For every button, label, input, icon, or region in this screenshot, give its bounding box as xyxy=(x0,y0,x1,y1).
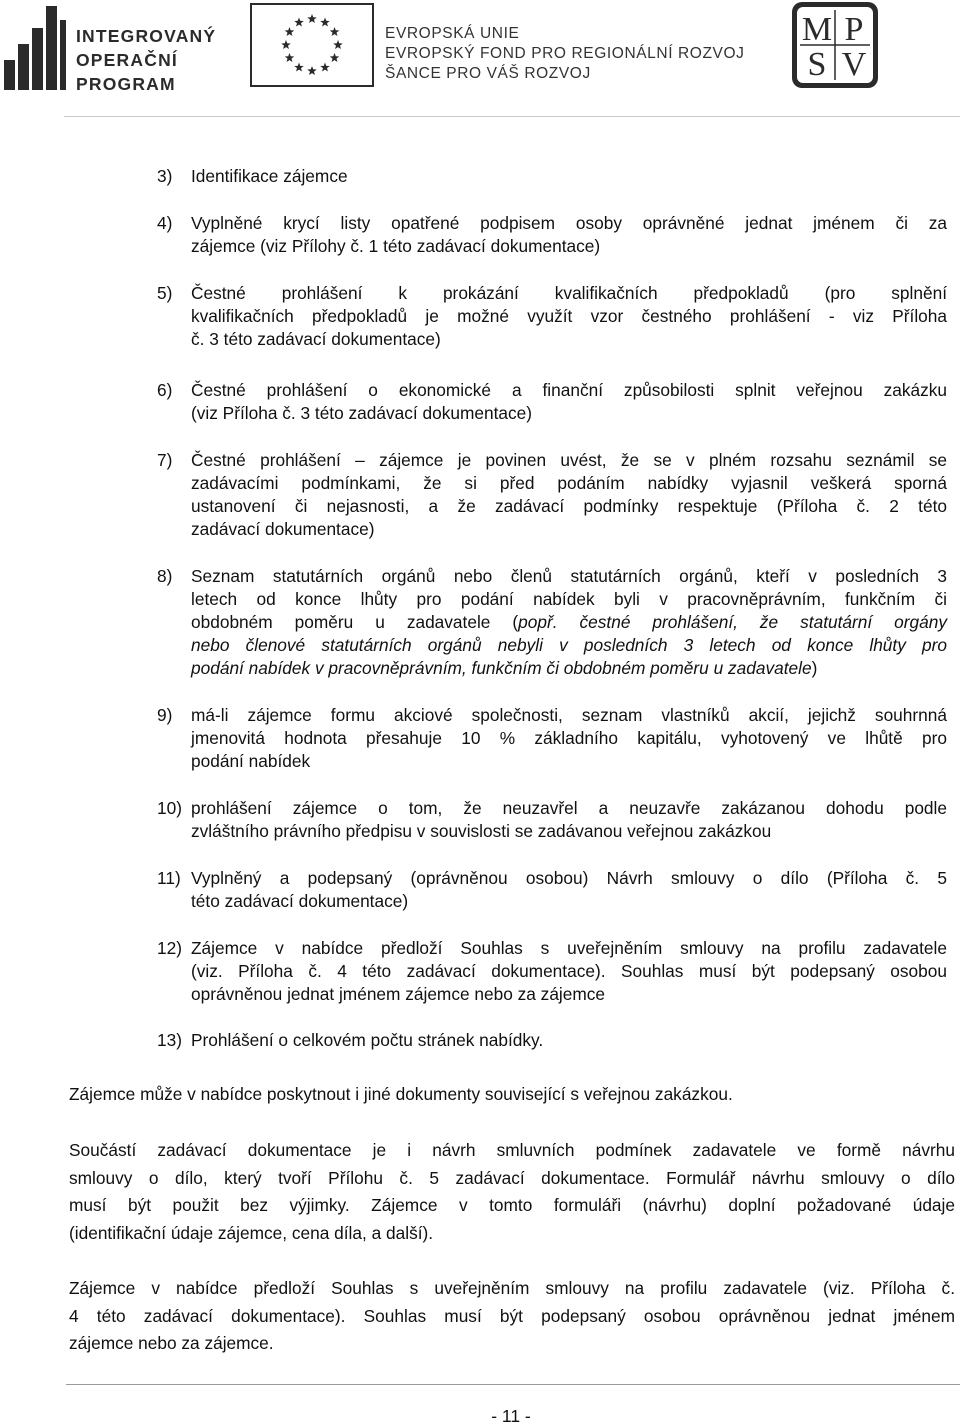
eu-flag-icon xyxy=(250,3,374,87)
list-item-text xyxy=(191,282,947,351)
line: nebo členové statutárních orgánů nebyli v posledních 3 letech od konce lhůty pro xyxy=(191,635,947,655)
line: Čestné prohlášení k prokázání kvalifikačních předpokladů (pro splnění xyxy=(191,283,947,303)
list-item-number: 5) xyxy=(157,283,173,303)
line: Prohlášení o celkovém počtu stránek nabídky. xyxy=(191,1030,544,1050)
line xyxy=(191,611,947,634)
svg-text:M: M xyxy=(801,11,833,48)
list-item-number: 12) xyxy=(157,938,182,958)
list-item-number: 11) xyxy=(157,868,181,888)
list-item-text xyxy=(191,212,947,258)
list-item-number: 9) xyxy=(157,705,173,725)
line: této zadávací dokumentace) xyxy=(191,891,409,911)
line: Vyplněné krycí listy opatřené podpisem osoby oprávněné jednat jménem či za xyxy=(191,213,947,233)
line: Zájemce může v nabídce poskytnout i jiné dokumenty související s veřejnou zakázkou. xyxy=(69,1084,733,1104)
list-item-text xyxy=(191,937,947,1006)
svg-text:P: P xyxy=(844,11,864,48)
line: č. 3 této zadávací dokumentace) xyxy=(191,329,441,349)
list-item-text xyxy=(191,379,947,425)
closing-paren: ) xyxy=(811,658,818,678)
line: smlouvy o dílo, který tvoří Přílohu č. 5 zadávací dokumentace. Formulář návrhu smlouvy o dílo xyxy=(69,1167,955,1188)
list-item-number: 4) xyxy=(157,213,173,233)
italic-tail: popř. čestné prohlášení, že statutární orgány xyxy=(518,612,948,632)
eu-line-3: ŠANCE PRO VÁŠ ROZVOJ xyxy=(385,65,591,82)
line: Identifikace zájemce xyxy=(191,166,348,186)
line xyxy=(191,657,947,680)
line: Čestné prohlášení o ekonomické a finanční způsobilosti splnit veřejnou zakázku xyxy=(191,380,947,400)
eu-line-2: EVROPSKÝ FOND PRO REGIONÁLNÍ ROZVOJ xyxy=(385,45,745,62)
eu-line-1: EVROPSKÁ UNIE xyxy=(385,25,520,42)
list-item-text xyxy=(191,867,947,913)
line: (viz. Příloha č. 4 této zadávací dokumentace). Souhlas musí být podepsaný osobou xyxy=(191,961,947,981)
list-item-text xyxy=(191,449,947,541)
line: prohlášení zájemce o tom, že neuzavřel a neuzavře zakázanou dohodu podle xyxy=(191,798,947,818)
line: Seznam statutárních orgánů nebo členů statutárních orgánů, kteří v posledních 3 xyxy=(191,566,947,586)
list-item-number: 7) xyxy=(157,450,173,470)
line: Součástí zadávací dokumentace je i návrh smluvních podmínek zadavatele ve formě návrhu xyxy=(69,1140,955,1160)
mpsv-logo xyxy=(792,2,878,88)
page-header xyxy=(0,0,960,120)
list-item-number: 6) xyxy=(157,380,173,400)
line: Čestné prohlášení – zájemce je povinen uvést, že se v plném rozsahu seznámil se xyxy=(191,450,947,470)
line: 4 této zadávací dokumentace). Souhlas musí být podepsaný osobou oprávněnou jednat jménem xyxy=(69,1305,955,1326)
line: ustanovení či nejasnosti, a že zadávací podmínky respektuje (Příloha č. 2 této xyxy=(191,496,947,516)
iop-line-2: OPERAČNÍ xyxy=(76,50,178,70)
list-item-text xyxy=(191,704,947,773)
line: Zájemce v nabídce předloží Souhlas s uveřejněním smlouvy na profilu zadavatele xyxy=(191,938,947,958)
line: Vyplněný a podepsaný (oprávněnou osobou) Návrh smlouvy o dílo (Příloha č. 5 xyxy=(191,868,947,888)
eu-text xyxy=(385,24,744,84)
italic-text: podání nabídek v pracovněprávním, funkčním či obdobném poměru u zadavatele xyxy=(191,658,812,678)
line-start: obdobném poměru u zadavatele ( xyxy=(191,612,519,632)
line: (identifikační údaje zájemce, cena díla, a další). xyxy=(69,1222,434,1243)
iop-logo-text xyxy=(76,24,216,96)
list-item-text xyxy=(191,1029,947,1052)
line: má-li zájemce formu akciové společnosti, seznam vlastníků akcií, jejichž souhrnná xyxy=(191,705,947,725)
list-item-number: 10) xyxy=(157,798,182,818)
header-divider xyxy=(64,116,960,117)
iop-logo xyxy=(4,4,224,94)
iop-line-3: PROGRAM xyxy=(76,74,176,94)
line: zájemce (viz Přílohy č. 1 této zadávací dokumentace) xyxy=(191,236,601,256)
list-item-number: 8) xyxy=(157,566,173,586)
line: podání nabídek xyxy=(191,751,311,771)
line: musí být použit bez výjimky. Zájemce v tomto formuláři (návrhu) doplní požadované údaje xyxy=(69,1195,955,1215)
line: zadávacími podmínkami, že si před podáním nabídky vyjasnil veškerá sporná xyxy=(191,473,947,493)
footer-divider xyxy=(66,1384,960,1385)
svg-text:S: S xyxy=(807,46,827,83)
iop-bars-icon xyxy=(4,4,70,90)
line: letech od konce lhůty pro podání nabídek byli v pracovněprávním, funkčním či xyxy=(191,589,947,609)
paragraph xyxy=(69,1081,955,1109)
line: Zájemce v nabídce předloží Souhlas s uveřejněním smlouvy na profilu zadavatele (viz. Příloha č. xyxy=(69,1278,955,1298)
page-number: - 11 - xyxy=(491,1406,531,1426)
paragraph xyxy=(69,1137,955,1247)
line: jmenovitá hodnota přesahuje 10 % základního kapitálu, vyhotovený ve lhůtě pro xyxy=(191,728,947,748)
list-item-text xyxy=(191,565,947,680)
line: (viz Příloha č. 3 této zadávací dokumentace) xyxy=(191,403,532,423)
iop-line-1: INTEGROVANÝ xyxy=(76,26,217,46)
list-item-text xyxy=(191,165,947,188)
line: oprávněnou jednat jménem zájemce nebo za zájemce xyxy=(191,984,606,1004)
line: zvláštního právního předpisu v souvislosti se zadávanou veřejnou zakázkou xyxy=(191,821,772,841)
list-item-number: 13) xyxy=(157,1030,182,1050)
paragraph xyxy=(69,1275,955,1358)
line: kvalifikačních předpokladů je možné využít vzor čestného prohlášení - viz Příloha xyxy=(191,306,947,326)
line: zájemce nebo za zájemce. xyxy=(69,1333,274,1353)
list-item-number: 3) xyxy=(157,166,173,186)
list-item-text xyxy=(191,797,947,843)
svg-text:V: V xyxy=(841,46,867,83)
line: zadávací dokumentace) xyxy=(191,519,375,539)
